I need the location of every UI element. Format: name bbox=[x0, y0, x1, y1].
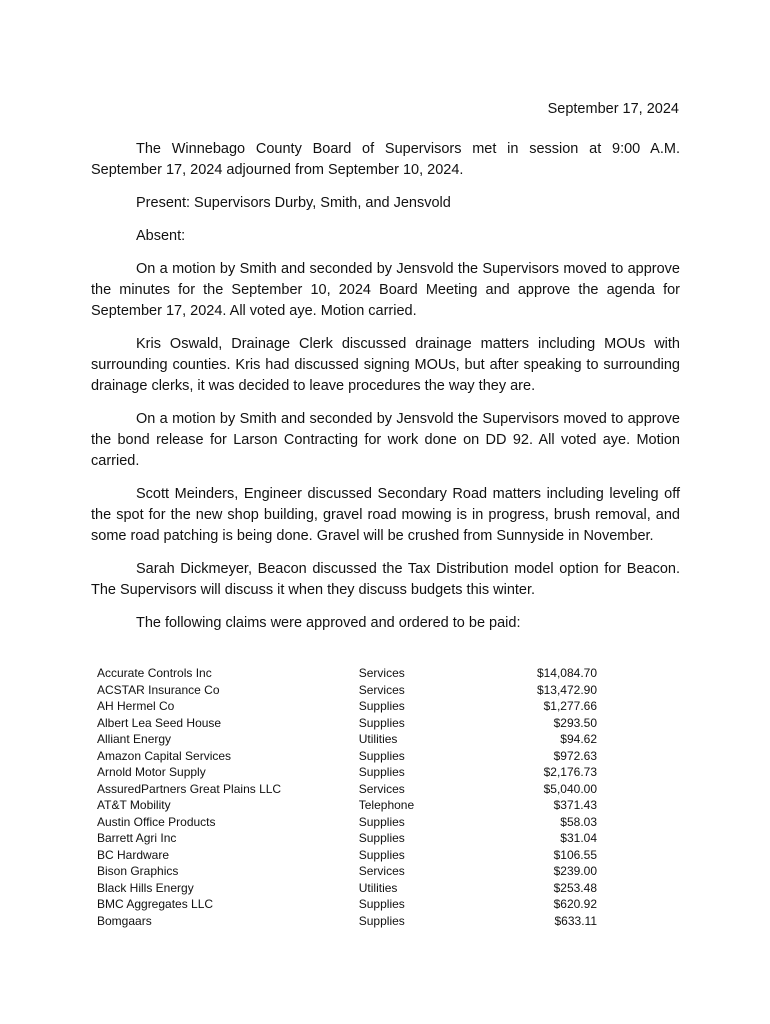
table-row bbox=[97, 797, 597, 814]
claim-amount: $58.03 bbox=[560, 814, 597, 829]
claims-table bbox=[97, 665, 597, 929]
claim-category: Supplies bbox=[358, 699, 405, 713]
paragraph-claims-intro: The following claims were approved and ordered to be paid: bbox=[136, 615, 521, 631]
claim-amount: $13,472.90 bbox=[536, 682, 597, 697]
claim-category: Supplies bbox=[358, 748, 405, 763]
claim-category: Supplies bbox=[358, 715, 405, 730]
claim-category: Supplies bbox=[358, 913, 405, 928]
claim-vendor: Amazon Capital Services bbox=[97, 748, 232, 763]
claim-amount: $5,040.00 bbox=[543, 781, 597, 796]
claim-vendor: Accurate Controls Inc bbox=[97, 666, 212, 680]
claim-amount: $972.63 bbox=[553, 748, 597, 763]
claim-category: Services bbox=[358, 682, 405, 697]
paragraph-secondary-road: Scott Meinders, Engineer discussed Secondary Road matters including leveling off the spot for the new shop building, gravel road mowing is in progress, brush removal, and some road patching is being done. Gravel will be crushed from Sunnyside in November. bbox=[91, 486, 680, 544]
table-row bbox=[97, 863, 597, 880]
table-row bbox=[97, 781, 597, 798]
claim-category: Supplies bbox=[358, 831, 405, 845]
claim-vendor: Bomgaars bbox=[97, 913, 152, 928]
claim-amount: $14,084.70 bbox=[536, 666, 597, 680]
claim-amount: $1,277.66 bbox=[543, 699, 597, 713]
claim-amount: $253.48 bbox=[553, 880, 597, 895]
claim-category: Supplies bbox=[358, 765, 405, 779]
claim-category: Supplies bbox=[358, 847, 405, 862]
claim-amount: $620.92 bbox=[553, 897, 597, 911]
claim-category: Telephone bbox=[358, 798, 415, 812]
claim-vendor: ACSTAR Insurance Co bbox=[97, 682, 220, 697]
claim-vendor: Arnold Motor Supply bbox=[97, 765, 206, 779]
table-row bbox=[97, 715, 597, 732]
claim-amount: $633.11 bbox=[554, 913, 597, 928]
claim-amount: $293.50 bbox=[553, 715, 597, 730]
claim-vendor: BMC Aggregates LLC bbox=[97, 897, 214, 911]
table-row bbox=[97, 896, 597, 913]
paragraph-minutes-motion: On a motion by Smith and seconded by Jensvold the Supervisors moved to approve the minutes for the September 10, 2024 Board Meeting and approve the agenda for September 17, 2024. All voted aye. Motion carried. bbox=[91, 261, 680, 319]
claim-amount: $106.55 bbox=[553, 847, 597, 862]
table-row bbox=[97, 880, 597, 897]
claim-vendor: AT&T Mobility bbox=[97, 798, 171, 812]
claim-vendor: Austin Office Products bbox=[97, 814, 216, 829]
paragraph-beacon: Sarah Dickmeyer, Beacon discussed the Tax Distribution model option for Beacon. The Supervisors will discuss it when they discuss budgets this winter. bbox=[91, 561, 680, 598]
claim-category: Services bbox=[358, 781, 405, 796]
table-row bbox=[97, 698, 597, 715]
claim-amount: $371.43 bbox=[553, 798, 597, 812]
claim-vendor: Barrett Agri Inc bbox=[97, 831, 177, 845]
claim-vendor: AH Hermel Co bbox=[97, 699, 175, 713]
claim-category: Utilities bbox=[358, 880, 398, 895]
claim-vendor: Bison Graphics bbox=[97, 864, 179, 878]
paragraph-session: The Winnebago County Board of Supervisors met in session at 9:00 A.M. September 17, 2024 adjourned from September 10, 2024. bbox=[91, 141, 680, 178]
claim-amount: $239.00 bbox=[553, 864, 597, 878]
claim-category: Services bbox=[358, 864, 405, 878]
claim-amount: $2,176.73 bbox=[543, 765, 597, 779]
claims-table-body bbox=[97, 665, 597, 929]
minutes-body bbox=[91, 139, 680, 646]
claim-category: Supplies bbox=[358, 897, 405, 911]
table-row bbox=[97, 665, 597, 682]
paragraph-bond-motion: On a motion by Smith and seconded by Jensvold the Supervisors moved to approve the bond release for Larson Contracting for work done on DD 92. All voted aye. Motion carried. bbox=[91, 411, 680, 469]
table-row bbox=[97, 830, 597, 847]
table-row bbox=[97, 764, 597, 781]
paragraph-absent: Absent: bbox=[136, 228, 186, 244]
claim-vendor: Alliant Energy bbox=[97, 732, 172, 746]
paragraph-drainage: Kris Oswald, Drainage Clerk discussed drainage matters including MOUs with surrounding counties. Kris had discussed signing MOUs, but after speaking to surrounding drainage clerks, it was decided to leave procedures the way they are. bbox=[91, 336, 680, 394]
table-row bbox=[97, 748, 597, 765]
claim-category: Supplies bbox=[358, 814, 405, 829]
meeting-date: September 17, 2024 bbox=[547, 101, 679, 117]
claim-vendor: BC Hardware bbox=[97, 847, 170, 862]
table-row bbox=[97, 913, 597, 930]
claim-category: Services bbox=[358, 666, 405, 680]
claim-amount: $94.62 bbox=[560, 732, 597, 746]
paragraph-present: Present: Supervisors Durby, Smith, and Jensvold bbox=[136, 195, 451, 211]
table-row bbox=[97, 814, 597, 831]
claim-vendor: Black Hills Energy bbox=[97, 880, 194, 895]
table-row bbox=[97, 847, 597, 864]
claim-vendor: Albert Lea Seed House bbox=[97, 715, 222, 730]
table-row bbox=[97, 682, 597, 699]
claim-category: Utilities bbox=[358, 732, 398, 746]
table-row bbox=[97, 731, 597, 748]
claim-vendor: AssuredPartners Great Plains LLC bbox=[97, 781, 282, 796]
claim-amount: $31.04 bbox=[560, 831, 597, 845]
